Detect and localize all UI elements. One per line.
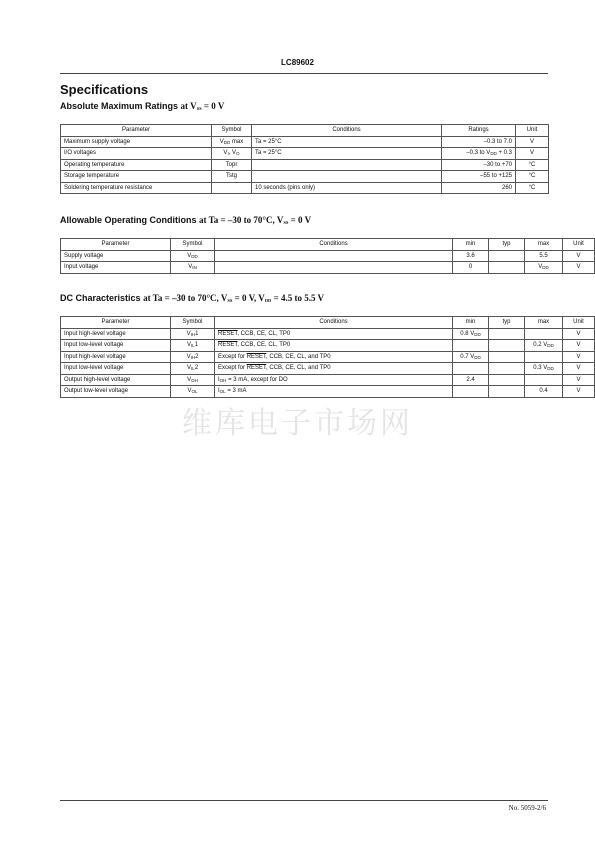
param-cell: Input low-level voltage [61,363,171,375]
col-parameter: Parameter [61,125,212,137]
condition-cell [215,250,453,262]
col-unit: Unit [563,239,595,251]
unit-cell: °C [516,182,549,194]
col-parameter: Parameter [61,239,171,251]
param-cell: Supply voltage [61,250,171,262]
allowable-heading [60,215,311,225]
table-row [61,250,595,262]
param-cell: Input high-level voltage [61,328,171,340]
abs-max-condition: at $V_{SS} = 0$ V [180,101,225,111]
abs-max-heading [60,101,224,111]
condition-cell: Ta = 25°C [252,136,442,148]
table-row [61,363,595,375]
watermark: 维库电子市场网 [182,406,413,441]
col-min: min [453,239,489,251]
max-cell [525,374,563,386]
symbol-cell [212,182,252,194]
table-row [61,136,549,148]
col-parameter: Parameter [61,317,171,329]
condition-cell: $I_{OH} = 3$ mA, except for DO [215,374,453,386]
header-rule [60,73,548,74]
min-cell: 0.8 $V_{DD}$ [453,328,489,340]
abs-max-title: Absolute Maximum Ratings [60,101,179,111]
allowable-table [60,238,595,274]
param-cell: Input high-level voltage [61,351,171,363]
param-cell: I/O voltages [61,148,212,160]
symbol-cell: $V_{DD}$ [171,250,215,262]
unit-cell: V [563,250,595,262]
max-cell [525,328,563,340]
rating-cell: –55 to +125 [442,171,516,183]
typ-cell [489,328,525,340]
condition-cell: RESET, CCB, CE, CL, TP0 [215,340,453,352]
param-cell: Output high-level voltage [61,374,171,386]
min-cell: 0.7 $V_{DD}$ [453,351,489,363]
dc-condition: at Ta = –30 to 70°C, $V_{SS} = 0$ V, $V_{DD} = 4.5$ to 5.5 V [143,293,325,303]
unit-cell: V [563,262,595,274]
unit-cell: V [516,136,549,148]
typ-cell [489,351,525,363]
col-max: max [525,317,563,329]
unit-cell: V [516,148,549,160]
footer-rule [60,800,548,801]
unit-cell: °C [516,159,549,171]
unit-cell: V [563,386,595,398]
dc-heading [60,293,324,303]
typ-cell [489,363,525,375]
typ-cell [489,374,525,386]
rating-cell: –0.3 to 7.0 [442,136,516,148]
table-row [61,262,595,274]
unit-cell: V [563,328,595,340]
symbol-cell: $V_I$, $V_O$ [212,148,252,160]
abs-max-table [60,124,549,194]
table-row [61,148,549,160]
symbol-cell: $V_{IN}$ [171,262,215,274]
condition-cell: Except for RESET, CCB, CE, CL, and TP0 [215,351,453,363]
max-cell: $V_{DD}$ [525,262,563,274]
rating-cell: –0.3 to $V_{DD} + 0.3$ [442,148,516,160]
col-conditions: Conditions [215,239,453,251]
min-cell: 3.6 [453,250,489,262]
symbol-cell: $V_{IL}1$ [171,340,215,352]
symbol-cell: $V_{OL}$ [171,386,215,398]
col-symbol: Symbol [171,317,215,329]
table-row [61,328,595,340]
condition-cell: Ta = 25°C [252,148,442,160]
dc-table [60,316,595,398]
max-cell: 0.2 $V_{DD}$ [525,340,563,352]
param-cell: Soldering temperature resistance [61,182,212,194]
typ-cell [489,262,525,274]
table-row [61,182,549,194]
abs-max-header-row [61,125,549,137]
allowable-header-row [61,239,595,251]
max-cell: 0.3 $V_{DD}$ [525,363,563,375]
param-cell: Output low-level voltage [61,386,171,398]
col-symbol: Symbol [212,125,252,137]
symbol-cell: Tstg [212,171,252,183]
param-cell: Storage temperature [61,171,212,183]
unit-cell: V [563,351,595,363]
symbol-cell: $V_{DD}$ max [212,136,252,148]
unit-cell: V [563,374,595,386]
table-row [61,374,595,386]
col-max: max [525,239,563,251]
table-row [61,340,595,352]
rating-cell: 260 [442,182,516,194]
col-conditions: Conditions [252,125,442,137]
table-row [61,386,595,398]
table-row [61,351,595,363]
param-cell: Operating temperature [61,159,212,171]
max-cell: 0.4 [525,386,563,398]
min-cell: 2.4 [453,374,489,386]
col-unit: Unit [563,317,595,329]
condition-cell [252,171,442,183]
condition-cell [215,262,453,274]
condition-cell: $I_{OL} = 3$ mA [215,386,453,398]
col-typ: typ [489,317,525,329]
condition-cell: Except for RESET, CCB, CE, CL, and TP0 [215,363,453,375]
rating-cell: –30 to +70 [442,159,516,171]
typ-cell [489,340,525,352]
min-cell [453,340,489,352]
condition-cell: 10 seconds (pins only) [252,182,442,194]
dc-title: DC Characteristics [60,293,141,303]
min-cell [453,386,489,398]
unit-cell: V [563,363,595,375]
unit-cell: V [563,340,595,352]
symbol-cell: $V_{IH}1$ [171,328,215,340]
dc-header-row [61,317,595,329]
col-ratings: Ratings [442,125,516,137]
min-cell: 0 [453,262,489,274]
max-cell: 5.5 [525,250,563,262]
part-number: LC89602 [281,58,314,67]
unit-cell: °C [516,171,549,183]
symbol-cell: Topr [212,159,252,171]
page-title: Specifications [60,82,149,97]
condition-cell: RESET, CCB, CE, CL, TP0 [215,328,453,340]
table-row [61,171,549,183]
param-cell: Input voltage [61,262,171,274]
param-cell: Maximum supply voltage [61,136,212,148]
symbol-cell: $V_{IH}2$ [171,351,215,363]
col-min: min [453,317,489,329]
document-number: No. 5059-2/6 [508,804,546,812]
allowable-title: Allowable Operating Conditions [60,215,197,225]
col-symbol: Symbol [171,239,215,251]
col-typ: typ [489,239,525,251]
min-cell [453,363,489,375]
max-cell [525,351,563,363]
col-conditions: Conditions [215,317,453,329]
table-row [61,159,549,171]
condition-cell [252,159,442,171]
col-unit: Unit [516,125,549,137]
param-cell: Input low-level voltage [61,340,171,352]
typ-cell [489,386,525,398]
symbol-cell: $V_{IL}2$ [171,363,215,375]
symbol-cell: $V_{OH}$ [171,374,215,386]
allowable-condition: at Ta = –30 to 70°C, $V_{SS} = 0$ V [199,215,312,225]
typ-cell [489,250,525,262]
